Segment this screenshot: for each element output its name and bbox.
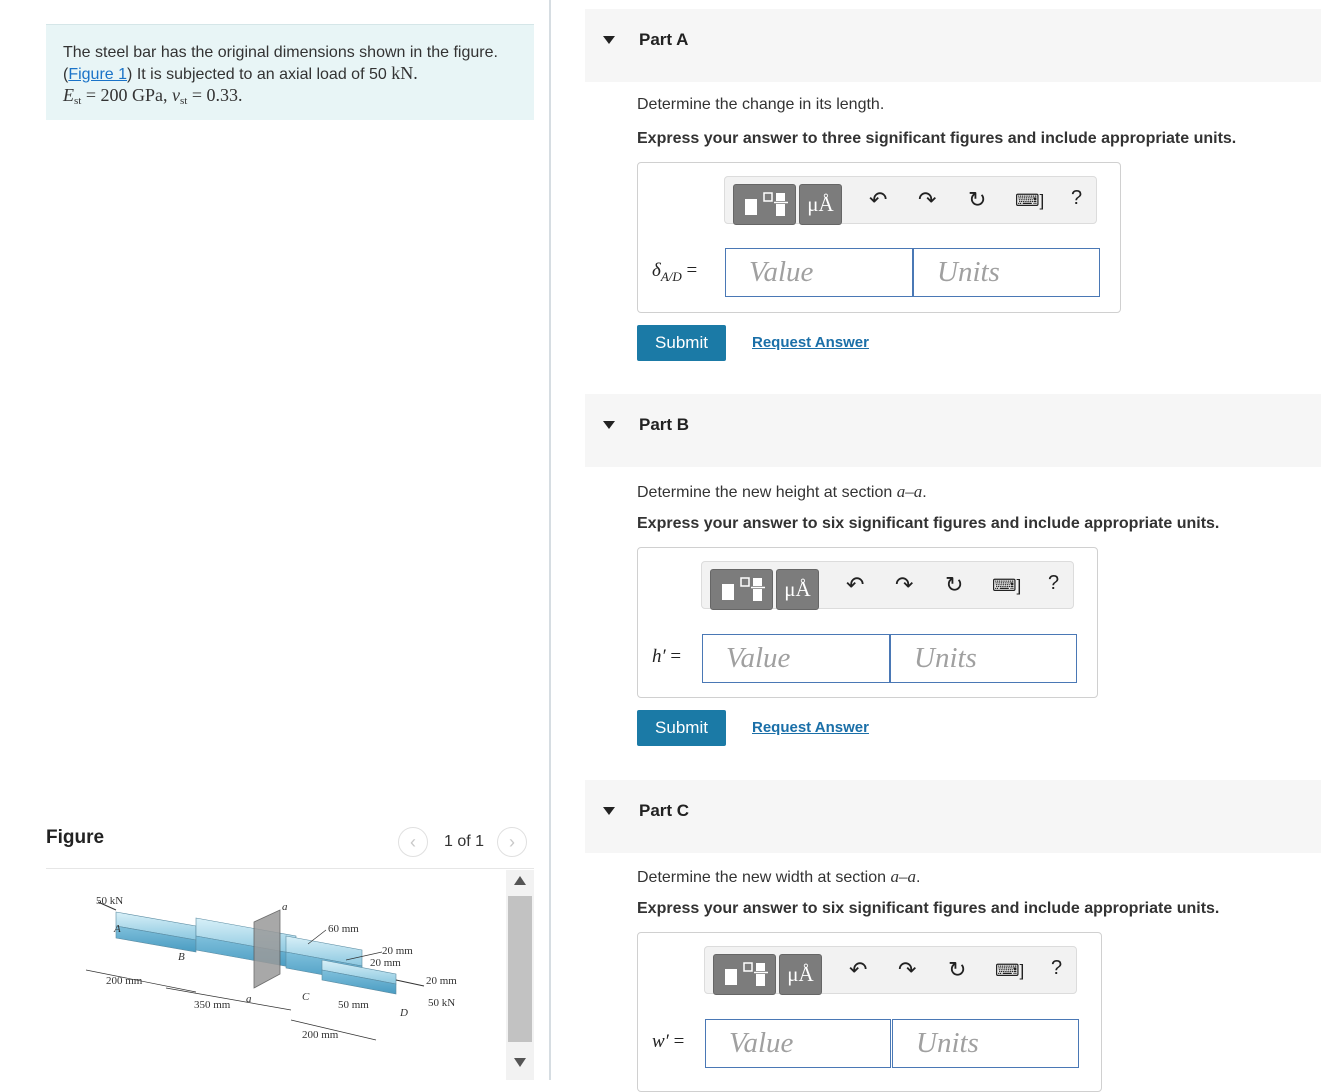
scroll-down-icon[interactable] xyxy=(514,1058,526,1067)
part-b-label: h′ = xyxy=(652,646,682,667)
part-b-header[interactable] xyxy=(585,394,1321,467)
problem-statement: The steel bar has the original dimensions shown in the figure. (Figure 1) It is subjected to an axial load of 50 kN. $E_{st} = 200$ GPa, $\nu_{st} = 0.33$. xyxy=(46,24,534,120)
label-pt-d: D xyxy=(400,1007,408,1019)
label-pt-a: A xyxy=(114,923,121,935)
part-a-label: $\delta_{A/D}$ = xyxy=(652,260,698,284)
chevron-right-icon[interactable]: › xyxy=(497,827,527,857)
math-toolbar xyxy=(724,176,1097,224)
part-c-prompt: Determine the new width at section a–a. xyxy=(637,867,921,886)
part-a-title: Part A xyxy=(639,30,689,49)
figure-link[interactable]: Figure 1 xyxy=(68,66,128,83)
label-dim-20c: 20 mm xyxy=(426,975,457,987)
figure-title: Figure xyxy=(46,827,105,848)
label-dim-20a: 20 mm xyxy=(382,945,413,957)
collapse-triangle-icon[interactable] xyxy=(603,36,615,44)
units-mu-button[interactable]: μÅ xyxy=(799,184,842,225)
reset-icon[interactable]: ↻ xyxy=(945,572,964,597)
part-b-instruction: Express your answer to six significant figures and include appropriate units. xyxy=(637,515,1220,532)
undo-icon[interactable]: ↶ xyxy=(846,572,865,597)
figure-scrollbar[interactable] xyxy=(506,870,534,1080)
label-sec-a-bot: a xyxy=(246,993,252,1005)
keyboard-icon[interactable]: ⌨] xyxy=(1015,191,1045,210)
chevron-left-icon[interactable]: ‹ xyxy=(398,827,428,857)
part-a-submit-button[interactable]: Submit xyxy=(637,325,726,361)
part-b-prompt: Determine the new height at section a–a. xyxy=(637,482,927,501)
part-a-instruction: Express your answer to three significant figures and include appropriate units. xyxy=(637,130,1237,147)
part-b-units-input[interactable] xyxy=(890,634,1077,683)
math-toolbar xyxy=(701,561,1074,609)
part-a-prompt: Determine the change in its length. xyxy=(637,96,885,113)
collapse-triangle-icon[interactable] xyxy=(603,421,615,429)
problem-text-post: It is subjected to an axial load of 50 xyxy=(136,66,392,83)
reset-icon[interactable]: ↻ xyxy=(948,957,967,982)
part-a-units-input[interactable] xyxy=(913,248,1100,297)
figure-divider xyxy=(46,868,534,869)
problem-text-pre: The steel bar has the original dimensions shown in the figure. xyxy=(63,44,498,61)
collapse-triangle-icon[interactable] xyxy=(603,807,615,815)
fraction-template-icon[interactable] xyxy=(710,569,773,610)
part-c-header[interactable] xyxy=(585,780,1321,853)
part-a-value-input[interactable] xyxy=(725,248,913,297)
part-c-value-input[interactable] xyxy=(705,1019,891,1068)
undo-icon[interactable]: ↶ xyxy=(849,957,868,982)
part-c-label: w′ = xyxy=(652,1031,685,1052)
part-c-answer-box xyxy=(637,932,1102,1092)
help-icon[interactable]: ? xyxy=(1051,957,1063,979)
units-mu-button[interactable]: μÅ xyxy=(776,569,819,610)
fraction-template-icon[interactable] xyxy=(733,184,796,225)
problem-pane xyxy=(0,0,549,1080)
part-b-value-input[interactable] xyxy=(702,634,890,683)
figure-image xyxy=(46,870,506,1080)
part-b-answer-box xyxy=(637,547,1098,698)
part-c-instruction: Express your answer to six significant figures and include appropriate units. xyxy=(637,900,1220,917)
label-sec-a-top: a xyxy=(282,901,288,913)
part-b-submit-button[interactable]: Submit xyxy=(637,710,726,746)
label-dim-200b: 200 mm xyxy=(302,1029,339,1041)
keyboard-icon[interactable]: ⌨] xyxy=(992,576,1022,595)
redo-icon[interactable]: ↷ xyxy=(918,187,937,212)
label-dim-50: 50 mm xyxy=(338,999,369,1011)
fraction-template-icon[interactable] xyxy=(713,954,776,995)
part-c-title: Part C xyxy=(639,801,690,820)
pager-text: 1 of 1 xyxy=(444,833,485,850)
label-dim-20b: 20 mm xyxy=(370,957,401,969)
label-pt-c: C xyxy=(302,991,310,1003)
help-icon[interactable]: ? xyxy=(1048,572,1060,594)
part-c-units-input[interactable] xyxy=(892,1019,1079,1068)
redo-icon[interactable]: ↷ xyxy=(898,957,917,982)
keyboard-icon[interactable]: ⌨] xyxy=(995,961,1025,980)
questions-pane xyxy=(551,0,1321,1080)
undo-icon[interactable]: ↶ xyxy=(869,187,888,212)
material-properties: $E_{st} = 200$ GPa, $\nu_{st} = 0.33$. xyxy=(63,85,243,107)
label-load-right: 50 kN xyxy=(428,997,456,1009)
part-a-request-answer-link[interactable]: Request Answer xyxy=(752,334,869,351)
load-unit: kN xyxy=(391,63,414,83)
part-b-request-answer-link[interactable]: Request Answer xyxy=(752,719,869,736)
steel-bar-diagram xyxy=(46,870,506,1080)
part-a-answer-box xyxy=(637,162,1121,313)
scroll-up-icon[interactable] xyxy=(514,876,526,885)
label-load-left: 50 kN xyxy=(96,895,124,907)
redo-icon[interactable]: ↷ xyxy=(895,572,914,597)
part-b-title: Part B xyxy=(639,415,690,434)
label-dim-350: 350 mm xyxy=(194,999,231,1011)
reset-icon[interactable]: ↻ xyxy=(968,187,987,212)
help-icon[interactable]: ? xyxy=(1071,187,1083,209)
units-mu-button[interactable]: μÅ xyxy=(779,954,822,995)
figure-pager xyxy=(398,827,527,857)
label-dim-60: 60 mm xyxy=(328,923,359,935)
label-dim-200a: 200 mm xyxy=(106,975,143,987)
math-toolbar xyxy=(704,946,1077,994)
scroll-thumb[interactable] xyxy=(508,896,532,1042)
label-pt-b: B xyxy=(178,951,185,963)
part-a-header[interactable] xyxy=(585,9,1321,82)
